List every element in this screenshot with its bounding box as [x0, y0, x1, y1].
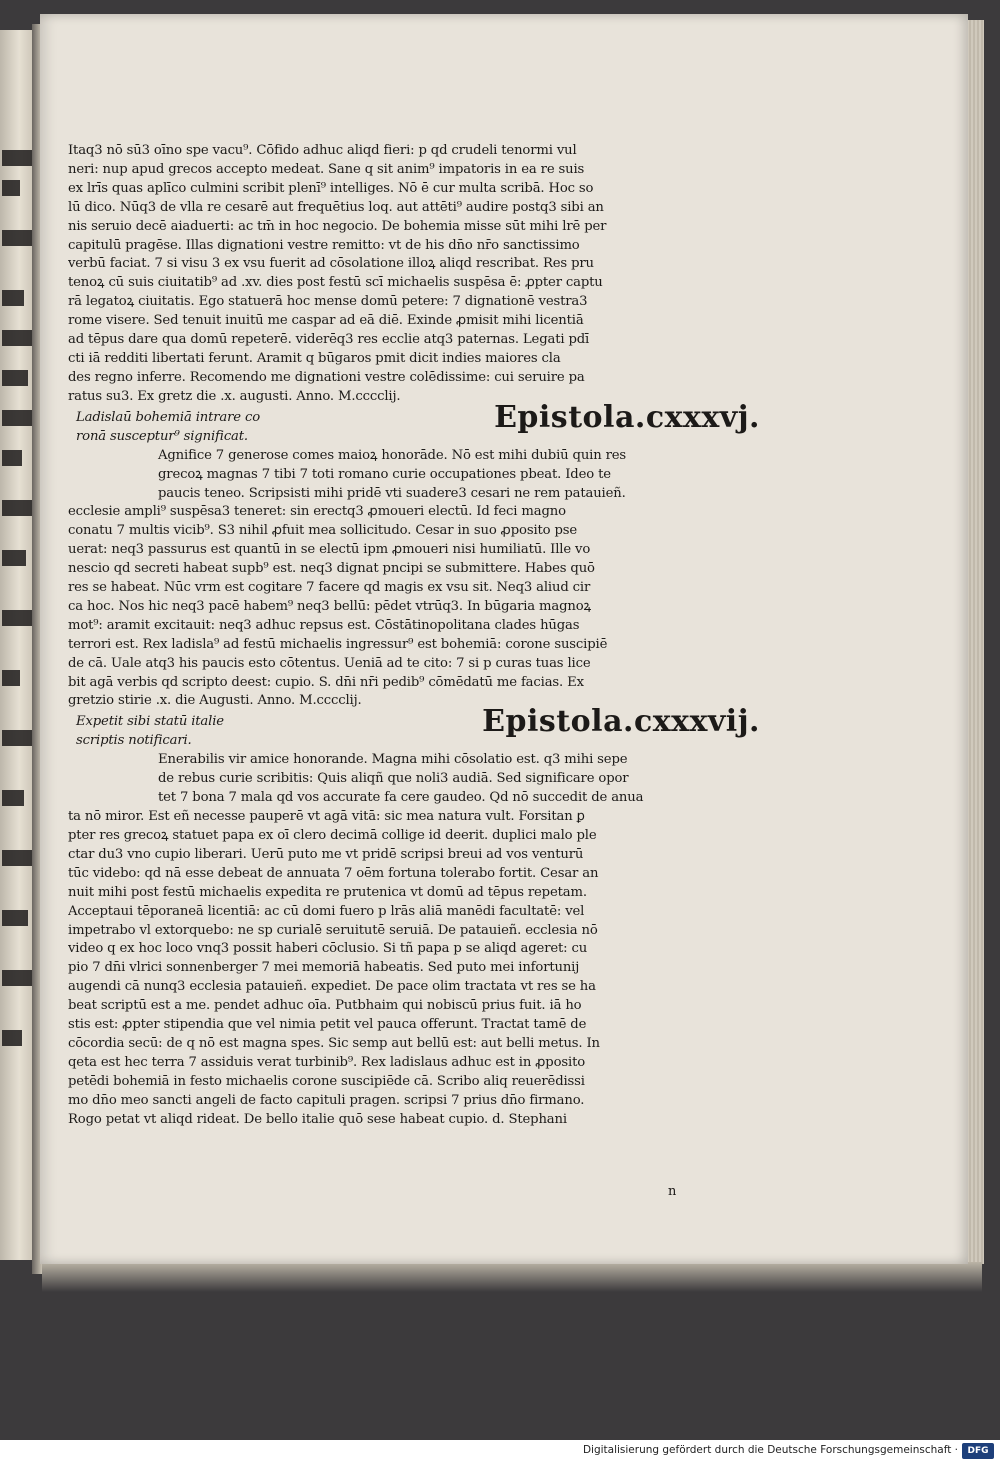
text-line: impetrabo vl extorquebo: ne sp curialē seruitutē seruiā. De patauieñ. ecclesia nō [68, 922, 598, 938]
text-line: de rebus curie scribitis: Quis aliqñ que noli3 audiā. Sed significare opor [158, 771, 629, 787]
text-line: capitulū pragēse. Illas dignationi vestre remitto: vt de his dn̄o nr̄o sanctissimo [68, 237, 580, 253]
text-line: ratus su3. Ex gretz die .x. augusti. Anno. M.cccclij. [68, 388, 401, 404]
previous-page-edge [0, 30, 32, 1260]
text-line: Rogo petat vt aliqd rideat. De bello italie quō sese habeat cupio. d. Stephani [68, 1111, 567, 1127]
text-line: verbū faciat. 7 si visu 3 ex vsu fuerit ad cōsolatione illoꝝ aliqd rescribat. Res pru [68, 256, 594, 272]
book-page [40, 14, 968, 1264]
text-line: Enerabilis vir amice honorande. Magna mihi cōsolatio est. q3 mihi sepe [158, 752, 628, 768]
text-line: tenoꝝ cū suis ciuitatib⁹ ad .xv. dies post festū scī michaelis suspēsa ē: ꝓpter captu [68, 275, 603, 291]
text-line: mot⁹: aramit excitauit: neq3 adhuc repsus est. Cōstātinopolitana clades hūgas [68, 617, 580, 633]
text-line: Itaq3 nō sū3 oīno spe vacu⁹. Cōfido adhuc aliqd fieri: p qd crudeli tenormi vul [68, 143, 577, 158]
letter-136-body [68, 447, 768, 712]
text-line: gretzio stirie .x. die Augusti. Anno. M.cccclij. [68, 693, 362, 709]
text-line: cōcordia secū: de q nō est magna spes. Sic semp aut bellū est: aut belli metus. In [68, 1035, 600, 1051]
summary-line: Expetit sibi statū italie [76, 714, 224, 730]
text-line: nescio qd secreti habeat supb⁹ est. neq3 dignat pncipi se submittere. Habes quō [68, 561, 595, 577]
letter-137-body [68, 751, 768, 1129]
epistola-137-title: Epistola.cxxxvij. [482, 704, 760, 740]
text-block [68, 142, 768, 1130]
funding-notice: Digitalisierung gefördert durch die Deutsche Forschungsgemeinschaft · [582, 1444, 958, 1456]
text-line: de cā. Uale atq3 his paucis esto cōtentus. Ueniā ad te cito: 7 si p curas tuas lice [68, 655, 591, 671]
text-line: nis seruio decē aiaduerti: ac tm̄ in hoc negocio. De bohemia misse sūt mihi lrē per [68, 218, 607, 234]
text-line: rā legatoꝝ ciuitatis. Ego statuerā hoc mense domū petere: 7 dignationē vestra3 [68, 294, 588, 310]
text-line: neri: nup apud grecos accepto medeat. Sane q sit anim⁹ impatoris in ea re suis [68, 161, 585, 177]
text-line: ctar du3 vno cupio liberari. Uerū puto me vt pridē scripsi breui ad vos venturū [68, 846, 584, 862]
text-line: des regno inferre. Recomendo me dignationi vestre colēdissime: cui seruire pa [68, 369, 585, 385]
text-line: Agnifice 7 generose comes maioꝝ honorāde. Nō est mihi dubiū quin res [158, 447, 627, 463]
page-bottom-shadow [42, 1262, 982, 1292]
text-line: beat scriptū est a me. pendet adhuc oīa. Putbhaim qui nobiscū prius fuit. iā ho [68, 998, 582, 1014]
text-line: conatu 7 multis vicib⁹. S3 nihil ꝓfuit mea sollicitudo. Cesar in suo ꝓposito pse [68, 523, 578, 539]
text-line: ex lrīs quas aplīco culmini scribit plenī⁹ intelliges. Nō ē cur multa scribā. Hoc so [68, 180, 594, 196]
text-line: ta nō miror. Est eñ necesse pauperē vt agā vitā: sic mea natura vult. Forsitan ꝑ [68, 809, 585, 825]
letter-135-ending [68, 142, 768, 407]
text-line: ca hoc. Nos hic neq3 pacē habem⁹ neq3 bellū: pēdet vtrūq3. In būgaria magnoꝝ [68, 598, 592, 614]
summary-line: scriptis notificari. [76, 733, 192, 749]
text-line: pter res grecoꝝ statuet papa ex oī clero decimā collige id deerit. duplici malo ple [68, 828, 597, 843]
text-line: res se habeat. Nūc vrm est cogitare 7 facere qd magis ex vsu sit. Neq3 aliud cir [68, 580, 591, 596]
text-line: nuit mihi post festū michaelis expedita re prutenica vt domū ad tēpus repetam. [68, 884, 587, 900]
text-line: terrori est. Rex ladisla⁹ ad festū michaelis ingressur⁹ est bohemiā: corone suscipiē [68, 636, 608, 652]
text-line: stis est: ꝓpter stipendia que vel nimia petit vel pauca offerunt. Tractat tamē de [68, 1017, 587, 1033]
text-line: Acceptaui tēporaneā licentiā: ac cū domi fuero p lrās aliā manēdi facultatē: vel [68, 903, 585, 919]
text-line: grecoꝝ magnas 7 tibi 7 toti romano curie occupationes pbeat. Ideo te [158, 466, 611, 482]
text-line: mo dn̄o meo sancti angeli de facto capituli pragen. scripsi 7 prius dn̄o firmano. [68, 1092, 585, 1108]
text-line: tet 7 bona 7 mala qd vos accurate fa cere gaudeo. Qd nō succedit de anua [158, 790, 644, 806]
catchword: n [668, 1184, 677, 1199]
text-line: lū dico. Nūq3 de vlla re cesarē aut frequētius loq. aut attēti⁹ audire postq3 sibi an [68, 199, 604, 215]
text-line: rome visere. Sed tenuit inuitū me caspar ad eā diē. Exinde ꝓmisit mihi licentiā [68, 313, 584, 329]
text-line: video q ex hoc loco vnq3 possit haberi cōclusio. Si tñ papa p se aliqd ageret: cu [68, 941, 588, 957]
text-line: tūc videbo: qd nā esse debeat de annuata 7 oēm fortuna tolerabo fortit. Cesar an [68, 865, 599, 881]
epistola-137-heading-row [68, 704, 768, 751]
text-line: ad tēpus dare qua domū repeterē. viderēq3 res ecclie atq3 paternas. Legati pdī [68, 332, 590, 348]
text-line: bit agā verbis qd scripto deest: cupio. S. dn̄i nr̄i pedib⁹ cōmēdatū me facias. Ex [68, 674, 584, 690]
text-line: augendi cā nunq3 ecclesia patauieñ. expediet. De pace olim tractata vt res se ha [68, 979, 596, 995]
text-line: paucis teneo. Scripsisti mihi pridē vti suadere3 cesari ne rem patauieñ. [158, 485, 626, 501]
text-line: qeta est hec terra 7 assiduis verat turbinib⁹. Rex ladislaus adhuc est in ꝓposito [68, 1054, 586, 1070]
summary-line: Ladislaū bohemiā intrare co [76, 409, 261, 425]
text-line: pio 7 dn̄i vlrici sonnenberger 7 mei memoriā habeatis. Sed puto mei infortunij [68, 960, 580, 976]
text-line: ecclesie ampli⁹ suspēsa3 teneret: sin erectq3 ꝓmoueri electū. Id feci magno [68, 504, 566, 520]
text-line: uerat: neq3 passurus est quantū in se electū ipm ꝓmoueri nisi humiliatū. Ille vo [68, 542, 591, 558]
text-line: cti iā redditi libertati ferunt. Aramit q būgaros pmit dicit indies maiores cla [68, 350, 561, 366]
summary-line: ronā susceptur⁹ significat. [76, 428, 248, 444]
epistola-136-title: Epistola.cxxxvj. [494, 399, 760, 435]
epistola-136-summary [76, 409, 436, 447]
text-line: petēdi bohemiā in festo michaelis corone suscipiēde cā. Scribo aliq reuerēdissi [68, 1073, 585, 1089]
dfg-logo: DFG [962, 1443, 994, 1459]
epistola-136-heading-row [68, 399, 768, 447]
epistola-137-summary [76, 713, 436, 751]
